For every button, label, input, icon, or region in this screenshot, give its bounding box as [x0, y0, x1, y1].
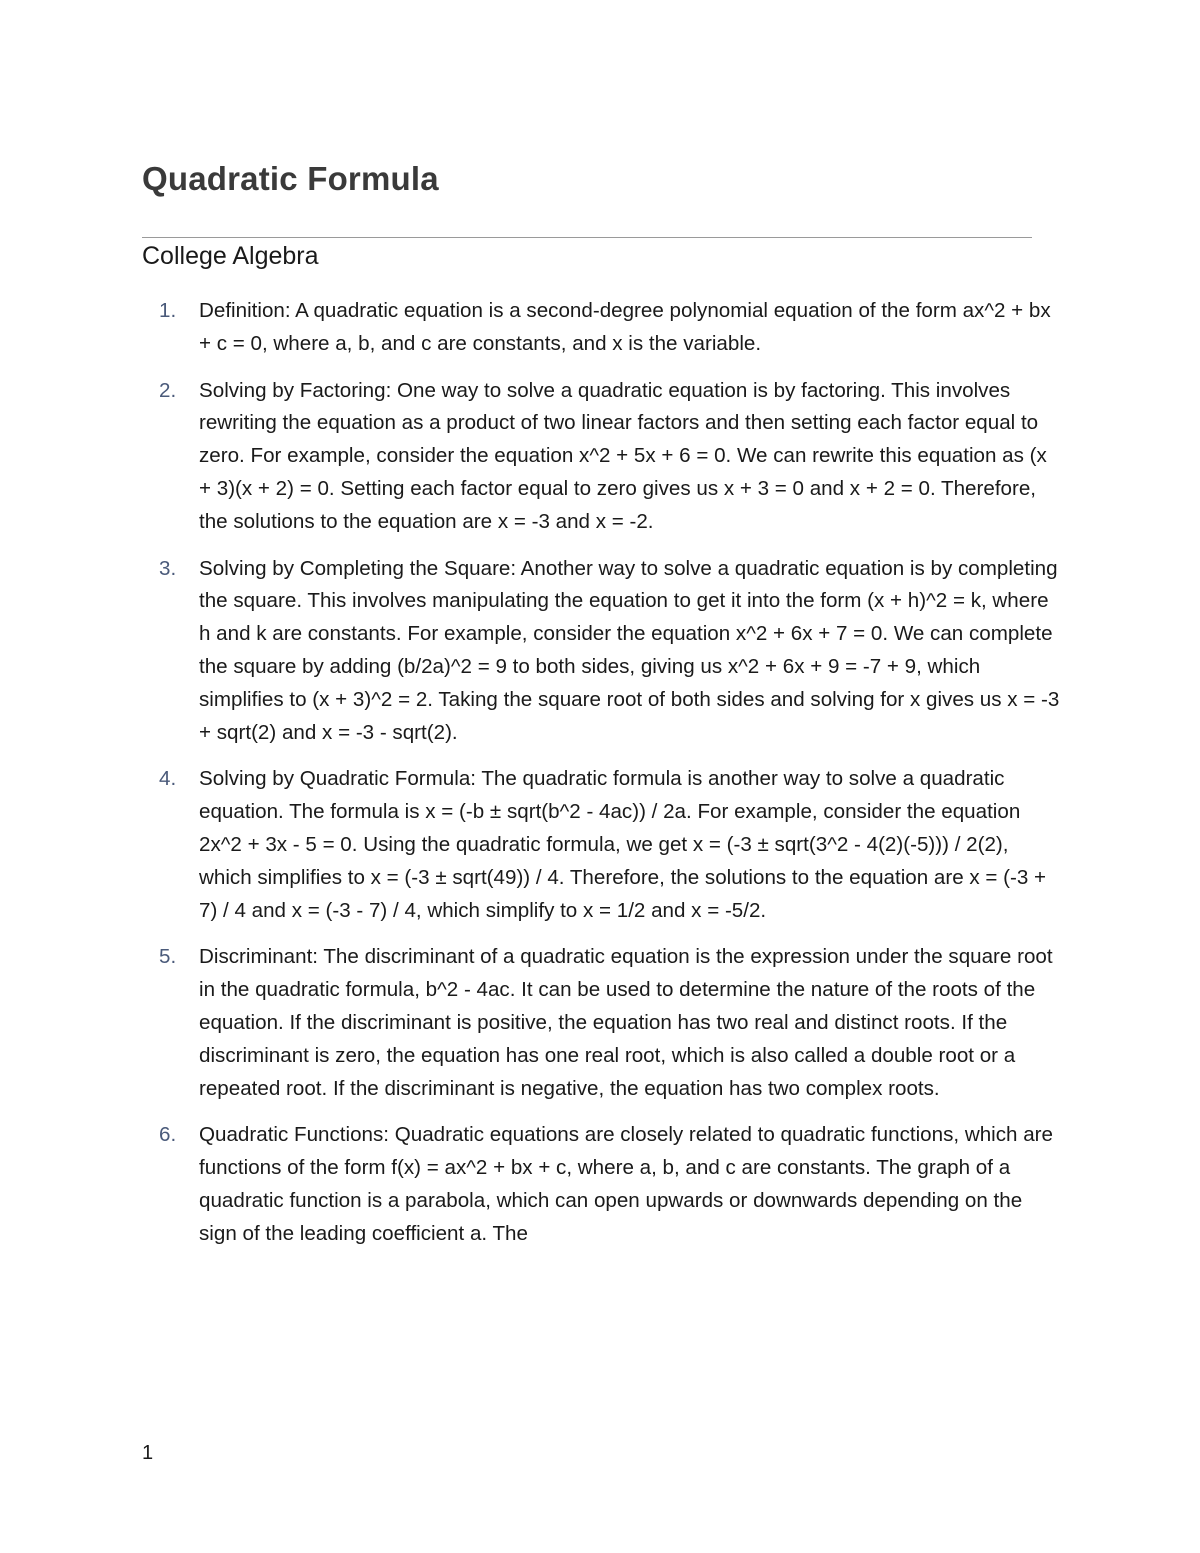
- list-item-number: 4.: [159, 767, 177, 791]
- list-item-number: 1.: [159, 299, 177, 322]
- list-item-text: Definition: A quadratic equation is a second-degree polynomial equation of the form ax^2 + bx + c = 0, where a, b, and c are constants, and x is the variable.: [199, 299, 1051, 355]
- list-item-completing-square: [142, 553, 1062, 750]
- list-item-text: Solving by Factoring: One way to solve a quadratic equation is by factoring. This involves rewriting the equation as a product of two linear factors and then setting each factor equal to zero. For example, consider the equation x^2 + 5x + 6 = 0. We can rewrite this equation as (x + 3)(x + 2) = 0. Setting each factor equal to zero gives us x + 3 = 0 and x + 2 = 0. Therefore, the solutions to the equation are x = -3 and x = -2.: [199, 378, 1047, 533]
- list-item-factoring: [142, 375, 1062, 539]
- title-divider: [142, 237, 1032, 238]
- list-item-number: 3.: [159, 556, 177, 580]
- page-number: 1: [142, 1442, 154, 1464]
- section-subtitle: College Algebra: [142, 242, 319, 270]
- list-item-quadratic-formula: [142, 763, 1062, 927]
- list-item-definition: [142, 295, 1062, 361]
- list-item-number: 2.: [159, 378, 177, 402]
- list-item-text: Quadratic Functions: Quadratic equations are closely related to quadratic functions, which are functions of the form f(x) = ax^2 + bx + c, where a, b, and c are constants. The graph of a quadratic function is a parabola, which can open upwards or downwards depending on the sign of the leading coefficient a. The: [199, 1123, 1053, 1245]
- numbered-list: [142, 295, 1062, 1265]
- page-title: Quadratic Formula: [142, 160, 439, 197]
- list-item-text: Discriminant: The discriminant of a quadratic equation is the expression under the square root in the quadratic formula, b^2 - 4ac. It can be used to determine the nature of the roots of the equation. If the discriminant is positive, the equation has two real and distinct roots. If the discriminant is zero, the equation has one real root, which is also called a double root or a repeated root. If the discriminant is negative, the equation has two complex roots.: [199, 945, 1053, 1100]
- list-item-quadratic-functions: [142, 1119, 1062, 1250]
- list-item-discriminant: [142, 941, 1062, 1105]
- list-item-number: 6.: [159, 1123, 177, 1147]
- list-item-text: Solving by Completing the Square: Another way to solve a quadratic equation is by completing the square. This involves manipulating the equation to get it into the form (x + h)^2 = k, where h and k are constants. For example, consider the equation x^2 + 6x + 7 = 0. We can complete the square by adding (b/2a)^2 = 9 to both sides, giving us x^2 + 6x + 9 = -7 + 9, which simplifies to (x + 3)^2 = 2. Taking the square root of both sides and solving for x gives us x = -3 + sqrt(2) and x = -3 - sqrt(2).: [199, 556, 1060, 744]
- list-item-number: 5.: [159, 945, 177, 969]
- list-item-text: Solving by Quadratic Formula: The quadratic formula is another way to solve a quadratic equation. The formula is x = (-b ± sqrt(b^2 - 4ac)) / 2a. For example, consider the equation 2x^2 + 3x - 5 = 0. Using the quadratic formula, we get x = (-3 ± sqrt(3^2 - 4(2)(-5))) / 2(2), which simplifies to x = (-3 ± sqrt(49)) / 4. Therefore, the solutions to the equation are x = (-3 + 7) / 4 and x = (-3 - 7) / 4, which simplify to x = 1/2 and x = -5/2.: [199, 767, 1047, 922]
